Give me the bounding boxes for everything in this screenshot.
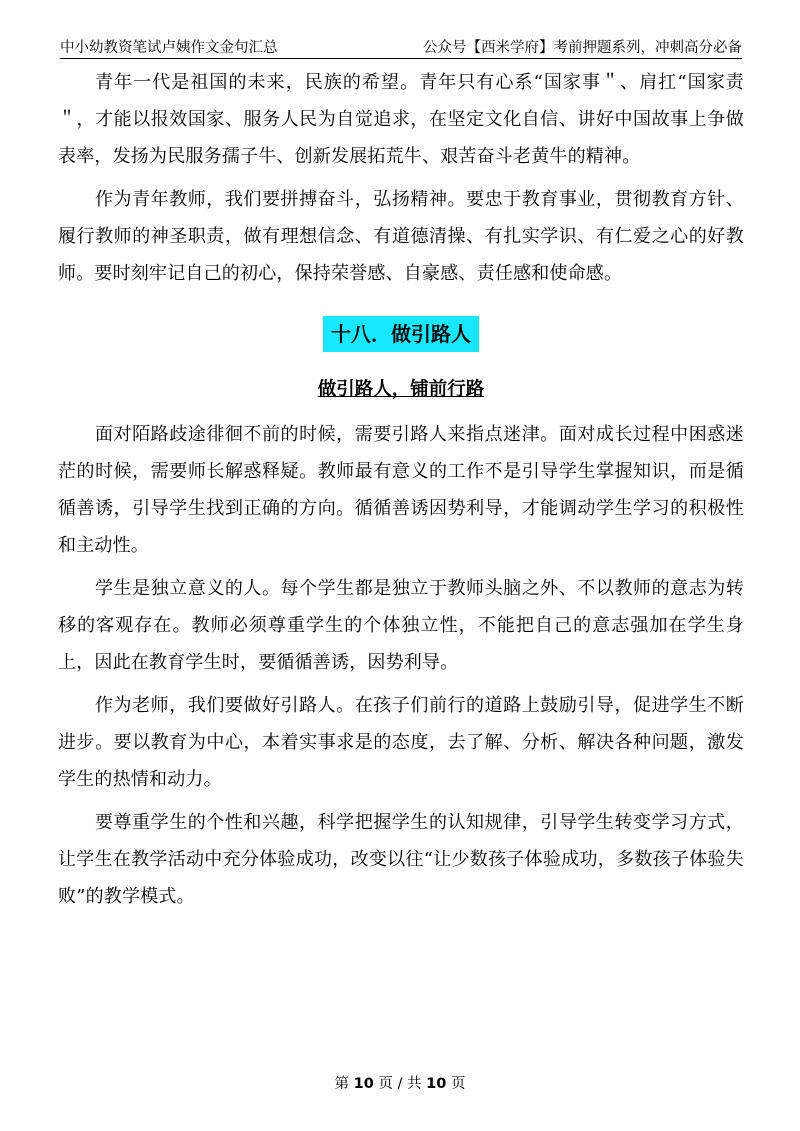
paragraph: 要尊重学生的个性和兴趣，科学把握学生的认知规律，引导学生转变学习方式，让学生在教学活动中充分体验成功，改变以往“让少数孩子体验成功，多数孩子体验失败”的教学模式。 <box>58 812 744 907</box>
header-right-text: 公众号【西米学府】考前押题系列，冲刺高分必备 <box>423 40 742 56</box>
footer-middle: 页 / 共 <box>378 1076 422 1092</box>
paragraph: 面对陌路歧途徘徊不前的时候，需要引路人来指点迷津。面对成长过程中困惑迷茫的时候，需要师长解惑释疑。教师最有意义的工作不是引导学生掌握知识，而是循循善诱，引导学生找到正确的方向。循循善诱因势利导，才能调动学生学习的积极性和主动性。 <box>58 424 744 556</box>
section-subtitle: 做引路人，铺前行路 <box>317 379 485 400</box>
paragraph: 青年一代是祖国的未来，民族的希望。青年只有心系“国家事＂、肩扛“国家责＂，才能以报效国家、服务人民为自觉追求，在坚定文化自信、讲好中国故事上争做表率，发扬为民服务孺子牛、创新发展拓荒牛、艰苦奋斗老黄牛的精神。 <box>58 72 744 167</box>
section-title: 十八．做引路人 <box>323 316 479 352</box>
footer-prefix: 第 <box>334 1076 350 1092</box>
total-page-count: 10 <box>426 1076 447 1092</box>
section-heading <box>58 316 744 360</box>
current-page-number: 10 <box>353 1076 374 1092</box>
page-header <box>60 36 742 59</box>
page-footer <box>0 1072 800 1093</box>
paragraph: 作为老师，我们要做好引路人。在孩子们前行的道路上鼓励引导，促进学生不断进步。要以教育为中心，本着实事求是的态度，去了解、分析、解决各种问题，激发学生的热情和动力。 <box>58 695 744 790</box>
paragraph: 作为青年教师，我们要拼搏奋斗，弘扬精神。要忠于教育事业，贯彻教育方针、履行教师的神圣职责，做有理想信念、有道德清操、有扎实学识、有仁爱之心的好教师。要时刻牢记自己的初心，保持荣誉感、自豪感、责任感和使命感。 <box>58 189 744 284</box>
document-body <box>58 64 744 915</box>
header-left-text: 中小幼教资笔试卢姨作文金句汇总 <box>60 40 278 56</box>
footer-suffix: 页 <box>450 1076 466 1092</box>
paragraph: 学生是独立意义的人。每个学生都是独立于教师头脑之外、不以教师的意志为转移的客观存在。教师必须尊重学生的个体独立性，不能把自己的意志强加在学生身上，因此在教育学生时，要循循善诱，因势利导。 <box>58 578 744 673</box>
